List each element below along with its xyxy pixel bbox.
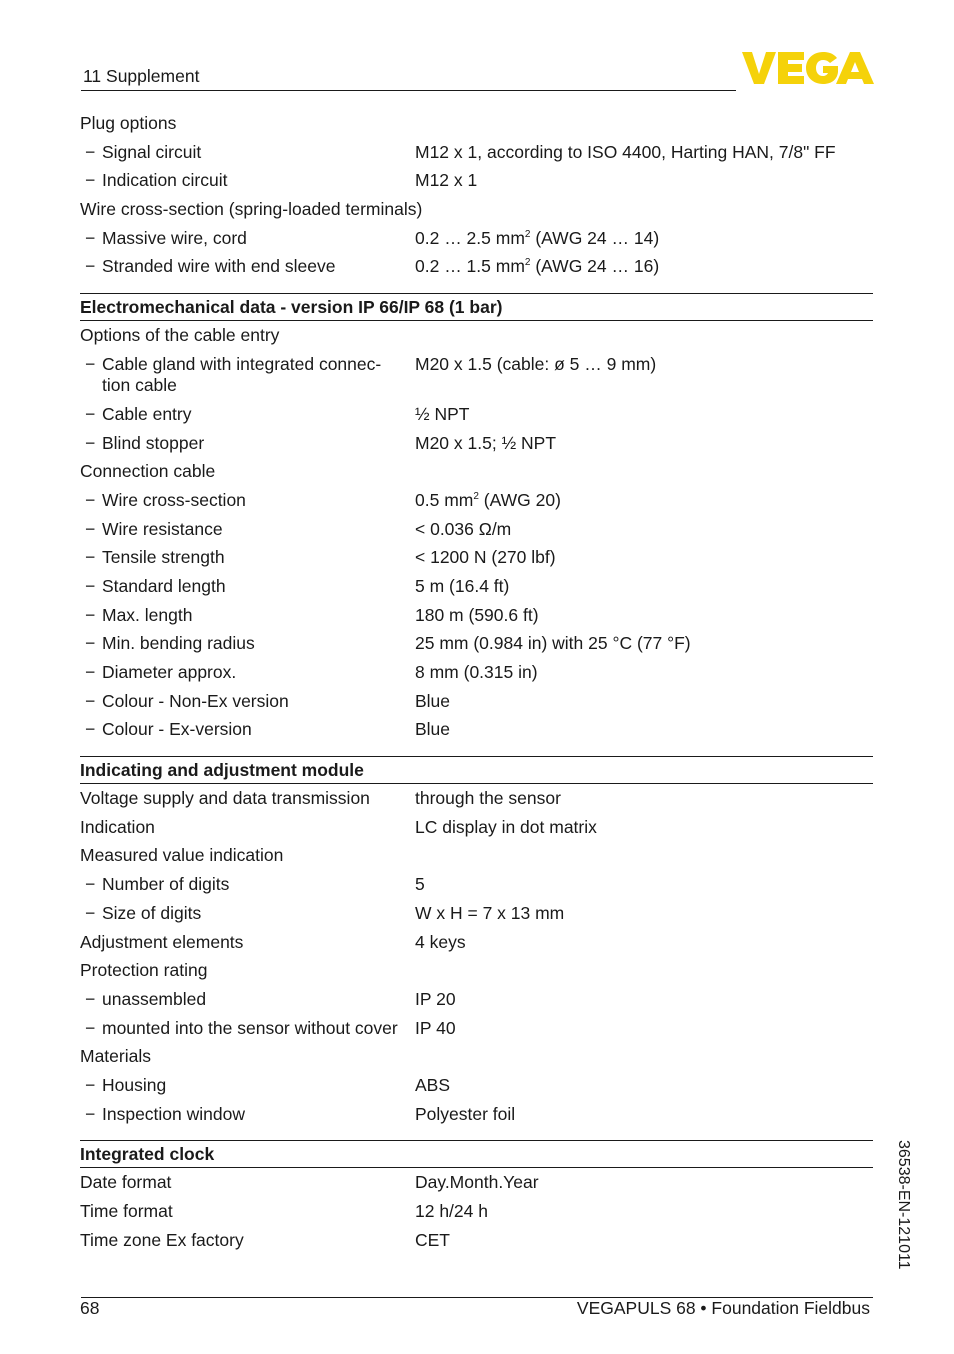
max-length-row: − Max. length 180 m (590.6 ft) — [80, 602, 873, 631]
module-heading: Indicating and adjustment module — [80, 756, 873, 784]
indication-row: Indication LC display in dot matrix — [80, 816, 597, 837]
diameter-row: − Diameter approx. 8 mm (0.315 in) — [80, 659, 873, 688]
protection-rating-title: Protection rating — [80, 960, 208, 981]
bending-radius-row: − Min. bending radius 25 mm (0.984 in) with 25 °C (77 °F) — [80, 630, 873, 659]
colour-nonex-row: − Colour - Non-Ex version Blue — [80, 688, 873, 717]
plug-options-row: Plug options — [80, 113, 177, 133]
voltage-supply-row: Voltage supply and data transmission through the sensor — [80, 788, 561, 809]
date-format-row: Date format Day.Month.Year — [80, 1172, 539, 1193]
materials-title: Materials — [80, 1046, 151, 1067]
housing-row: − Housing ABS — [80, 1072, 873, 1101]
adjustment-elements-row: Adjustment elements 4 keys — [80, 931, 466, 952]
measured-value-title: Measured value indication — [80, 845, 284, 866]
header-rule — [81, 90, 736, 91]
clock-heading: Integrated clock — [80, 1140, 873, 1168]
unassembled-row: − unassembled IP 20 — [80, 986, 873, 1015]
mounted-row: − mounted into the sensor without cover IP 40 — [80, 1015, 873, 1044]
blind-stopper-row: − Blind stopper M20 x 1.5; ½ NPT — [80, 430, 873, 459]
massive-wire-row: − Massive wire, cord 0.2 … 2.5 $mm^2$ (AWG 24 … 14) — [80, 225, 873, 254]
stranded-wire-row: − Stranded wire with end sleeve 0.2 … 1.5 $mm^2$ (AWG 24 … 16) — [80, 253, 873, 282]
time-format-row: Time format 12 h/24 h — [80, 1201, 488, 1221]
size-of-digits-row: − Size of digits W x H = 7 x 13 mm — [80, 900, 873, 929]
section-header: 11 Supplement — [83, 66, 200, 86]
wire-resistance-row: − Wire resistance < 0.036 Ω/m — [80, 516, 873, 545]
document-code: 36538-EN-121011 — [895, 1140, 912, 1270]
inspection-window-row: − Inspection window Polyester foil — [80, 1101, 873, 1130]
electromechanical-heading: Electromechanical data - version IP 66/IP 68 (1 bar) — [80, 293, 873, 321]
number-of-digits-row: − Number of digits 5 — [80, 871, 873, 900]
specs-content — [80, 110, 873, 1255]
cable-entry-row: − Cable entry ½ NPT — [80, 401, 873, 430]
indication-circuit-row: − Indication circuit M12 x 1 — [80, 167, 873, 196]
product-name: VEGAPULS 68 • Foundation Fieldbus — [576, 1298, 870, 1318]
tensile-strength-row: − Tensile strength < 1200 N (270 lbf) — [80, 544, 873, 573]
connection-cable-title: Connection cable — [80, 461, 216, 482]
cable-gland-row: − Cable gland with integrated connec- tion cable M20 x 1.5 (cable: ø 5 … 9 mm) — [80, 351, 873, 401]
page-number: 68 — [80, 1298, 100, 1318]
time-zone-row: Time zone Ex factory CET — [80, 1229, 450, 1250]
vega-logo — [742, 50, 874, 86]
cable-wire-cross-section-row: − Wire cross-section 0.5 $mm^2$ (AWG 20) — [80, 487, 873, 516]
standard-length-row: − Standard length 5 m (16.4 ft) — [80, 573, 873, 602]
wire-cross-section-title: Wire cross-section (spring-loaded terminals) — [80, 199, 423, 220]
signal-circuit-row: − Signal circuit M12 x 1, according to ISO 4400, Harting HAN, 7/8" FF — [80, 139, 873, 168]
colour-ex-row: − Colour - Ex-version Blue — [80, 716, 873, 745]
cable-entry-options-title: Options of the cable entry — [80, 325, 280, 346]
